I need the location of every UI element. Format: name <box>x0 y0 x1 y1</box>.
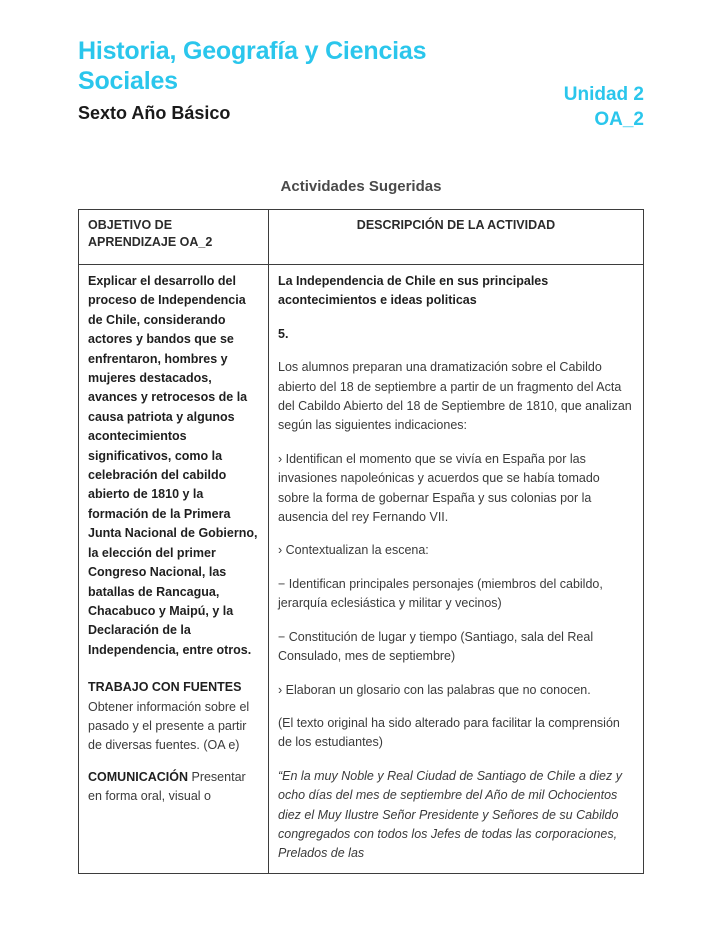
activity-bullet: › Elaboran un glosario con las palabras que no conocen. <box>278 682 591 697</box>
skill-block-fuentes <box>88 678 259 756</box>
oa-code-label: OA_2 <box>594 109 644 130</box>
document-header <box>78 36 644 146</box>
column-header-objective: OBJETIVO DE APRENDIZAJE OA_2 <box>79 210 269 265</box>
skill-label-comunicacion: COMUNICACIÓN <box>88 769 188 784</box>
source-quote: “En la muy Noble y Real Ciudad de Santiago de Chile a diez y ocho días del mes de septiembre del Año de mil Ochocientos diez el Muy Ilustre Señor Presidente y Señores de su Cabildo congregados con todos los Jefes de todas las corporaciones, Prelados de las <box>278 768 622 861</box>
description-cell <box>269 265 644 874</box>
objective-cell <box>79 265 269 874</box>
skill-text-fuentes: Obtener información sobre el pasado y el presente a partir de diversas fuentes. (OA e) <box>88 699 250 753</box>
activity-bullet: › Contextualizan la escena: <box>278 543 429 558</box>
skill-text-comunicacion: Presentar en forma oral, visual o <box>88 769 246 804</box>
activity-bullet: − Constitución de lugar y tiempo (Santiago, sala del Real Consulado, mes de septiembre) <box>278 629 594 664</box>
description-heading: La Independencia de Chile en sus principales acontecimientos e ideas politicas <box>278 274 549 308</box>
column-header-description: DESCRIPCIÓN DE LA ACTIVIDAD <box>269 210 644 265</box>
table-row <box>79 265 644 874</box>
table-header-row <box>79 210 644 265</box>
unit-label: Unidad 2 <box>563 84 644 105</box>
skill-block-comunicacion <box>88 768 259 807</box>
section-heading: Actividades Sugeridas <box>280 178 442 195</box>
page-subtitle: Sexto Año Básico <box>78 103 231 123</box>
skill-label-fuentes: TRABAJO CON FUENTES <box>88 680 242 695</box>
activity-intro: Los alumnos preparan una dramatización sobre el Cabildo abierto del 18 de septiembre a partir de un fragmento del Acta del Cabildo Abierto del 18 de Septiembre de 1810, que analizan según las siguientes indicaciones: <box>278 360 632 433</box>
page-title: Historia, Geografía y Ciencias Sociales <box>78 37 427 95</box>
activities-table <box>78 209 644 874</box>
activity-note: (El texto original ha sido alterado para facilitar la comprensión de los estudiantes) <box>278 715 620 750</box>
activity-number: 5. <box>278 326 289 341</box>
activity-bullet: − Identifican principales personajes (miembros del cabildo, jerarquía eclesiástica y militar y vecinos) <box>278 576 603 611</box>
header-right-group <box>404 82 644 132</box>
objective-spacer <box>88 660 259 678</box>
objective-main-text: Explicar el desarrollo del proceso de Independencia de Chile, considerando actores y bandos que se enfrentaron, hombres y mujeres destacados, avances y retrocesos de la causa patriota y algunos acontecimientos significativos, como la celebración del cabildo abierto de 1810 y la formación de la Primera Junta Nacional de Gobierno, la elección del primer Congreso Nacional, las batallas de Rancagua, Chacabuco y Maipú, y la Declaración de la Independencia, entre otros. <box>88 274 258 657</box>
activity-bullet: › Identifican el momento que se vivía en España por las invasiones napoleónicas y acuerdos que se había tomado sobre la forma de gobernar España y sus colonias por la ausencia del rey Fernando VII. <box>278 451 600 525</box>
